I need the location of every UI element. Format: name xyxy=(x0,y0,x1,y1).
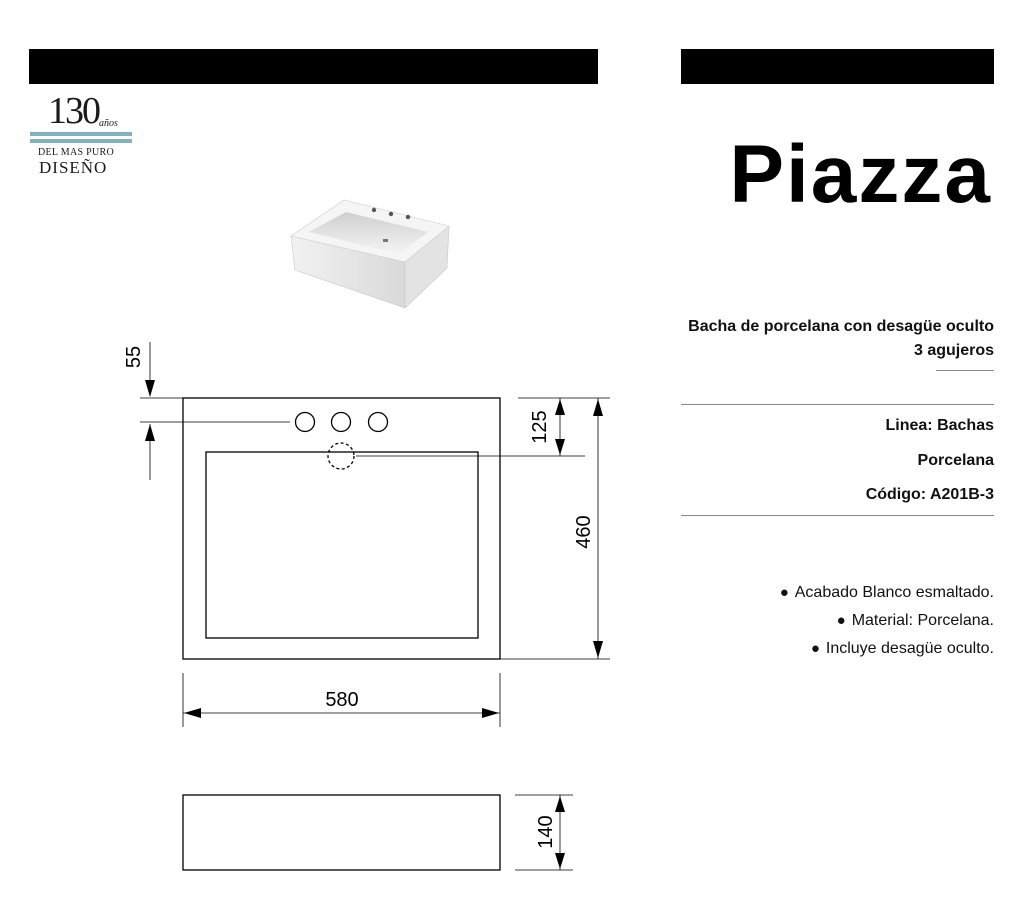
dim-depth: 460 xyxy=(573,515,595,549)
plan-outline xyxy=(183,398,500,659)
dim-width: 580 xyxy=(325,689,359,711)
faucet-hole xyxy=(332,413,351,432)
logo-anos: años xyxy=(99,118,118,129)
product-description-2: 3 agujeros xyxy=(913,342,994,359)
feature-item: ● Material: Porcelana. xyxy=(837,612,994,630)
faucet-hole xyxy=(369,413,388,432)
product-description-1: Bacha de porcelana con desagüe oculto xyxy=(688,318,994,335)
spec-linea: Linea: Bachas xyxy=(885,417,994,434)
side-outline xyxy=(183,795,500,870)
faucet-hole xyxy=(296,413,315,432)
spec-codigo: Código: A201B-3 xyxy=(865,486,994,503)
feature-item: ● Acabado Blanco esmaltado. xyxy=(780,584,994,602)
dimension-arrows xyxy=(145,380,603,869)
dim-top-offset: 55 xyxy=(123,345,145,369)
feature-item: ● Incluye desagüe oculto. xyxy=(811,640,994,658)
basin-photo xyxy=(291,200,449,308)
dim-height: 140 xyxy=(535,815,557,849)
logo-tagline-1: DEL MAS PURO xyxy=(38,147,115,158)
logo-tagline-2: DISEÑO xyxy=(39,158,108,177)
drain-hidden xyxy=(328,443,354,469)
spec-material-type: Porcelana xyxy=(917,452,994,469)
product-title: Piazza xyxy=(729,129,992,220)
logo-number: 130 xyxy=(48,90,99,132)
plan-bowl xyxy=(206,452,478,638)
dim-drain-offset: 125 xyxy=(529,410,551,444)
